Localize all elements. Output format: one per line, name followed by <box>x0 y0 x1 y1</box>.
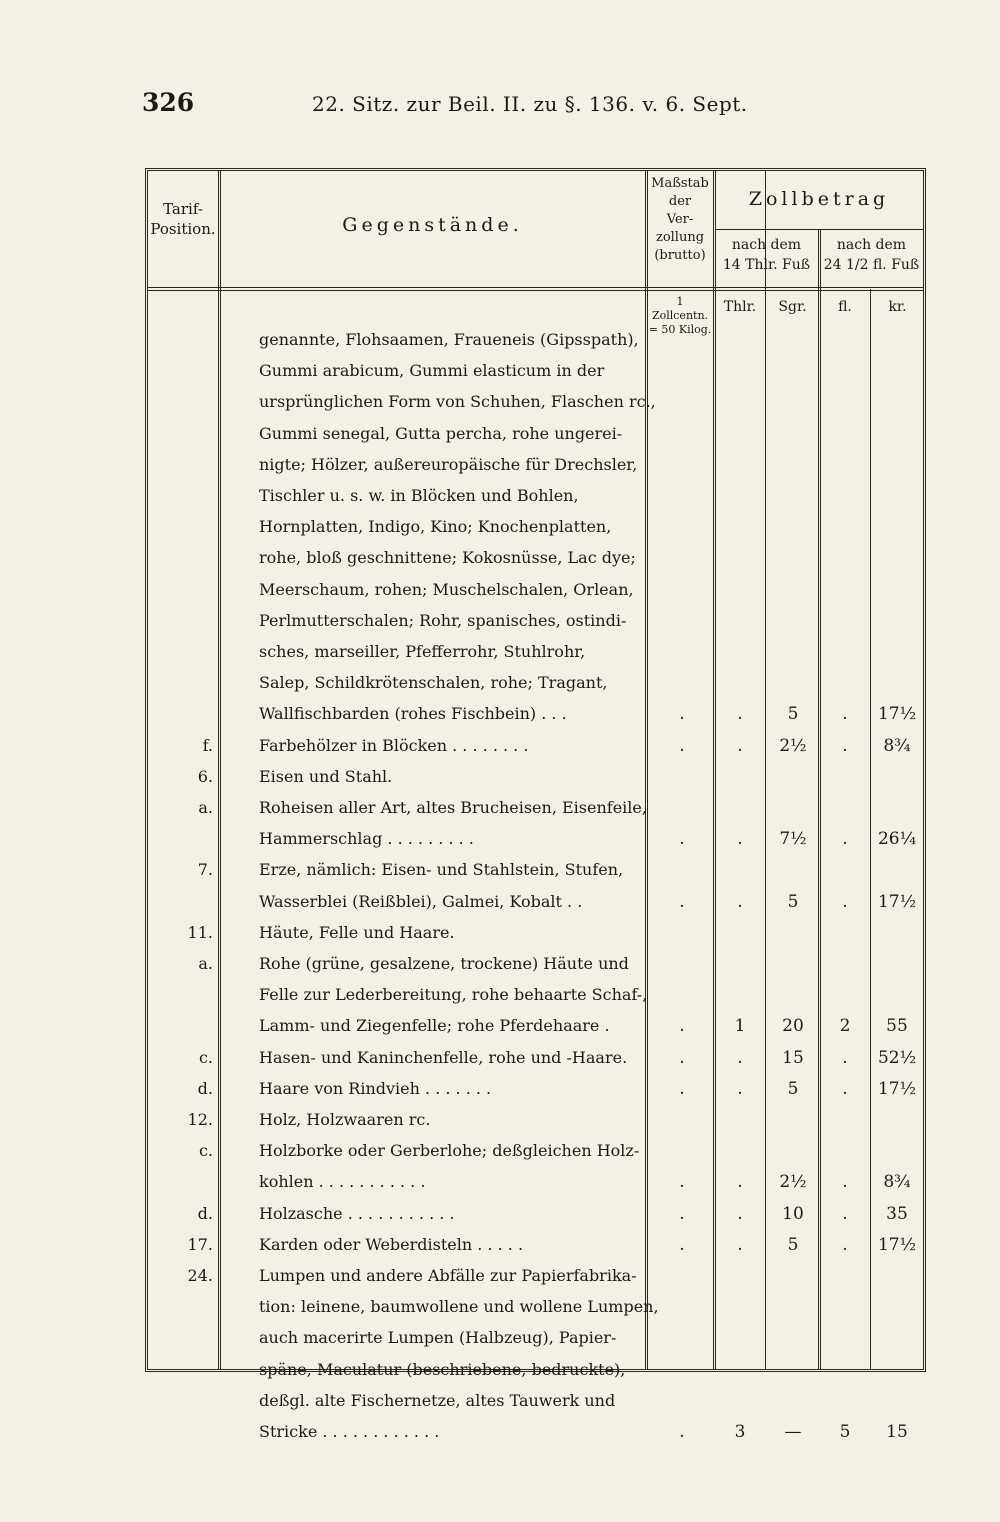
rate-kr: 8¾ <box>883 1172 911 1193</box>
placeholder-dot: . <box>679 1234 685 1255</box>
tariff-position: 17. <box>187 1234 213 1254</box>
item-description-line: Tischler u. s. w. in Blöcken und Bohlen, <box>259 486 579 505</box>
header-items: Gegenstände. <box>342 214 523 236</box>
rate-kr: 17½ <box>877 891 917 912</box>
placeholder-dot: . <box>842 829 848 850</box>
placeholder-dot: . <box>842 1047 848 1068</box>
running-head: 22. Sitz. zur Beil. II. zu §. 136. v. 6. Sept. <box>312 92 748 116</box>
rule-items <box>645 171 648 1369</box>
item-description-line: Salep, Schildkrötenschalen, rohe; Tragant, <box>259 673 608 693</box>
rate-kr: 52½ <box>877 1047 917 1068</box>
item-description-line: Holzborke oder Gerberlohe; deßgleichen Holz- <box>259 1141 640 1161</box>
tariff-position: f. <box>202 735 213 755</box>
placeholder-dot: . <box>737 1172 743 1193</box>
item-description-line: Lamm- und Ziegenfelle; rohe Pferdehaare . <box>259 1016 610 1036</box>
rate-sgr: 7½ <box>779 829 807 850</box>
rate-kr: 17½ <box>877 1078 917 1099</box>
rate-kr: 17½ <box>877 1234 917 1255</box>
placeholder-dot: . <box>737 829 743 850</box>
placeholder-dot: . <box>679 1422 685 1442</box>
item-description-line: Holz, Holzwaaren rc. <box>259 1110 431 1129</box>
rate-sgr: 15 <box>782 1047 804 1068</box>
placeholder-dot: . <box>737 1234 743 1255</box>
unit-sgr: Sgr. <box>778 299 807 315</box>
unit-kr: kr. <box>888 299 907 315</box>
item-description-line: Gummi senegal, Gutta percha, rohe ungerei- <box>259 423 623 443</box>
tariff-position: 11. <box>187 922 213 942</box>
rule-rate-split <box>818 229 821 1369</box>
rate-fl: 2 <box>839 1016 851 1037</box>
placeholder-dot: . <box>679 1203 685 1224</box>
item-description-line: Holzasche . . . . . . . . . . . <box>259 1203 455 1223</box>
rule-position <box>218 171 221 1369</box>
item-description-line: Meerschaum, rohen; Muschelschalen, Orlean, <box>259 579 634 599</box>
item-description-line: Stricke . . . . . . . . . . . . <box>259 1422 440 1441</box>
unit-scale: 1 Zollcentn. = 50 Kilog. <box>648 295 712 336</box>
rate-kr: 8¾ <box>883 735 911 756</box>
rate-sgr: 5 <box>787 891 799 912</box>
rule-thlr <box>765 171 766 1369</box>
rate-kr: 35 <box>886 1203 908 1224</box>
rate-kr: 17½ <box>877 704 917 725</box>
tariff-position: 24. <box>187 1266 213 1285</box>
item-description-line: sches, marseiller, Pfefferrohr, Stuhlrohr, <box>259 642 586 661</box>
rate-sgr: 2½ <box>779 1172 807 1193</box>
item-description-line: Rohe (grüne, gesalzene, trockene) Häute und <box>259 954 629 973</box>
rate-kr: 55 <box>886 1016 908 1037</box>
tariff-position: c. <box>198 1141 213 1161</box>
placeholder-dot: . <box>842 1203 848 1224</box>
header-scale: Maßstab der Ver- zollung (brutto) <box>651 176 709 263</box>
item-description-line: genannte, Flohsaamen, Fraueneis (Gipsspath), <box>259 330 639 349</box>
placeholder-dot: . <box>842 735 848 756</box>
header-position: Tarif- Position. <box>150 200 216 238</box>
item-description-line: Hasen- und Kaninchenfelle, rohe und -Haare. <box>259 1047 628 1067</box>
placeholder-dot: . <box>737 735 743 756</box>
placeholder-dot: . <box>842 891 848 912</box>
tariff-position: d. <box>197 1203 213 1223</box>
item-description-line: Perlmutterschalen; Rohr, spanisches, ostindi- <box>259 610 627 630</box>
item-description-line: tion: leinene, baumwollene und wollene Lumpen, <box>259 1297 659 1317</box>
item-description-line: nigte; Hölzer, außereuropäische für Drechsler, <box>259 454 638 474</box>
header-rate-fl: nach dem 24 1/2 fl. Fuß <box>823 237 920 273</box>
rate-thlr: 3 <box>734 1422 746 1442</box>
tariff-position: a. <box>198 954 213 973</box>
tariff-position: 12. <box>187 1110 213 1129</box>
item-description-line: Wallfischbarden (rohes Fischbein) . . . <box>259 704 567 724</box>
placeholder-dot: . <box>679 891 685 912</box>
placeholder-dot: . <box>842 1078 848 1099</box>
placeholder-dot: . <box>679 704 685 725</box>
rate-sgr: 2½ <box>779 735 807 756</box>
item-description-line: rohe, bloß geschnittene; Kokosnüsse, Lac dye; <box>259 548 636 568</box>
placeholder-dot: . <box>679 735 685 756</box>
placeholder-dot: . <box>679 829 685 850</box>
item-description-line: auch macerirte Lumpen (Halbzeug), Papier- <box>259 1328 617 1348</box>
item-description-line: Roheisen aller Art, altes Brucheisen, Eisenfeile, <box>259 798 647 817</box>
header-rate-group: Zollbetrag <box>748 188 890 210</box>
item-description-line: Lumpen und andere Abfälle zur Papierfabrika- <box>259 1266 637 1285</box>
placeholder-dot: . <box>679 1016 685 1037</box>
placeholder-dot: . <box>679 1172 685 1193</box>
item-description-line: späne, Maculatur (beschriebene, bedruckte), <box>259 1359 626 1379</box>
header-rate-thlr: nach dem 14 Thlr. Fuß <box>722 237 811 273</box>
item-description-line: ursprünglichen Form von Schuhen, Flaschen rc., <box>259 392 656 412</box>
placeholder-dot: . <box>842 704 848 725</box>
item-description-line: kohlen . . . . . . . . . . . <box>259 1172 426 1192</box>
placeholder-dot: . <box>679 1047 685 1068</box>
rate-sgr: 5 <box>787 1078 799 1099</box>
tariff-position: a. <box>198 798 213 817</box>
placeholder-dot: . <box>842 1172 848 1193</box>
item-description-line: Felle zur Lederbereitung, rohe behaarte Schaf-, <box>259 985 648 1005</box>
placeholder-dot: . <box>737 704 743 725</box>
item-description-line: Gummi arabicum, Gummi elasticum in der <box>259 361 605 381</box>
page-number: 326 <box>142 88 195 117</box>
rate-kr: 15 <box>886 1422 908 1442</box>
placeholder-dot: . <box>737 1047 743 1068</box>
unit-fl: fl. <box>838 299 852 315</box>
item-description-line: Farbehölzer in Blöcken . . . . . . . . <box>259 735 529 755</box>
rate-sgr: — <box>784 1422 802 1442</box>
page-header <box>0 88 1000 128</box>
rate-kr: 26¼ <box>877 829 917 850</box>
unit-thlr: Thlr. <box>723 299 757 315</box>
item-description-line: deßgl. alte Fischernetze, altes Tauwerk und <box>259 1390 616 1410</box>
placeholder-dot: . <box>737 891 743 912</box>
rate-sgr: 5 <box>787 704 799 725</box>
rule-header-bottom <box>148 287 923 291</box>
item-description-line: Erze, nämlich: Eisen- und Stahlstein, Stufen, <box>259 860 624 880</box>
item-description-line: Eisen und Stahl. <box>259 766 393 786</box>
item-description-line: Häute, Felle und Haare. <box>259 922 455 942</box>
rule-fl <box>870 289 871 1369</box>
rule-rate-group <box>715 229 923 230</box>
item-description-line: Hornplatten, Indigo, Kino; Knochenplatten, <box>259 517 612 537</box>
placeholder-dot: . <box>737 1203 743 1224</box>
tariff-position: 7. <box>197 860 213 880</box>
rate-fl: 5 <box>839 1422 851 1442</box>
item-description-line: Wasserblei (Reißblei), Galmei, Kobalt . . <box>259 891 583 911</box>
rate-sgr: 10 <box>782 1203 804 1224</box>
placeholder-dot: . <box>842 1234 848 1255</box>
rate-sgr: 20 <box>782 1016 804 1037</box>
rate-thlr: 1 <box>734 1016 746 1037</box>
tariff-position: d. <box>197 1078 213 1098</box>
item-description-line: Hammerschlag . . . . . . . . . <box>259 829 474 849</box>
tariff-position: 6. <box>197 766 213 786</box>
item-description-line: Karden oder Weberdisteln . . . . . <box>259 1234 524 1254</box>
rate-sgr: 5 <box>787 1234 799 1255</box>
placeholder-dot: . <box>679 1078 685 1099</box>
item-description-line: Haare von Rindvieh . . . . . . . <box>259 1078 492 1098</box>
placeholder-dot: . <box>737 1078 743 1099</box>
tariff-position: c. <box>198 1047 213 1067</box>
